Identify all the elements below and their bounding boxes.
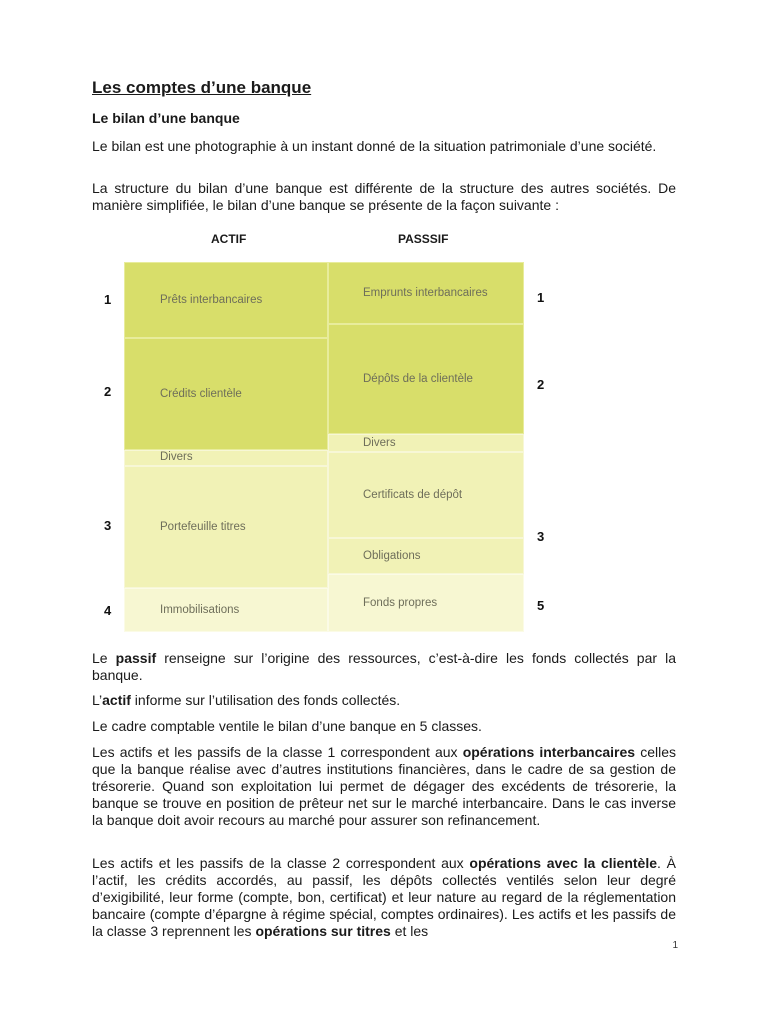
passif-label: Fonds propres	[363, 597, 438, 609]
paragraph-structure: La structure du bilan d’une banque est différente de la structure des autres sociétés. De manière simplifiée, le bilan d’une banque se présente de la façon suivante :	[92, 180, 676, 213]
passif-label: Certificats de dépôt	[363, 489, 463, 501]
passif-block-obligations	[328, 538, 524, 574]
text-run: L’	[92, 692, 103, 708]
paragraph-intro: Le bilan est une photographie à un instant donné de la situation patrimoniale d’une société.	[92, 138, 657, 154]
text-run-bold: actif	[102, 692, 131, 708]
section-title: Le bilan d’une banque	[92, 110, 240, 126]
actif-block-portefeuille-titres	[124, 466, 328, 588]
actif-header: ACTIF	[211, 232, 247, 246]
text-run: celles que la banque réalise avec d’autres institutions financières, dans le cadre de sa gestion de trésorerie. Quand son exploitation lui permet de dégager des excédents de trésorerie, la banque se trouve en position de prêteur net sur le marché interbancaire. Dans le cas inverse la banque doit avoir recours au marché pour assurer son refinancement.	[92, 744, 677, 828]
text-run: . À l’actif, les crédits accordés, au passif, les dépôts collectés ventilés selon leur degré d’exigibilité, leur forme (compte, bon, certificat) et leur nature au regard de la réglementation bancaire (compte d’épargne à régime spécial, comptes ordinaires). Les actifs et les passifs de la classe 3 reprennent les	[92, 855, 676, 939]
bank-balance-sheet-diagram	[90, 228, 570, 640]
text-run: renseigne sur l’origine des ressources, c’est-à-dire les fonds collectés par la banque.	[92, 650, 677, 683]
actif-label: Divers	[160, 451, 193, 463]
actif-class-number: 3	[104, 518, 112, 533]
passif-class-number: 5	[537, 598, 545, 613]
text-run: Le	[92, 650, 116, 666]
passif-label: Obligations	[363, 550, 421, 562]
actif-class-number: 1	[104, 292, 112, 307]
text-run: et les	[390, 923, 429, 939]
text-run: Les actifs et les passifs de la classe 2 correspondent aux	[92, 855, 470, 871]
passif-label: Emprunts interbancaires	[363, 287, 488, 299]
passif-class-number: 1	[537, 290, 545, 305]
passif-label: Dépôts de la clientèle	[363, 373, 473, 385]
actif-label: Portefeuille titres	[160, 521, 246, 533]
passif-block-divers	[328, 434, 524, 452]
actif-block-credits-clientele	[124, 338, 328, 450]
paragraph-actif	[92, 692, 676, 709]
text-run: Les actifs et les passifs de la classe 1 correspondent aux	[92, 744, 463, 760]
passif-block-emprunts-interbancaires	[328, 262, 524, 324]
text-run: informe sur l’utilisation des fonds collectés.	[130, 692, 401, 708]
actif-label: Prêts interbancaires	[160, 294, 263, 306]
paragraph-classe-2	[92, 855, 676, 940]
paragraph-passif	[92, 650, 676, 684]
actif-label: Immobilisations	[160, 604, 240, 616]
passif-block-depots-clientele	[328, 324, 524, 434]
paragraph-classes: Le cadre comptable ventile le bilan d’une banque en 5 classes.	[92, 718, 482, 734]
actif-block-immobilisations	[124, 588, 328, 632]
text-run-bold: opérations avec la clientèle	[469, 855, 658, 871]
passif-class-number: 2	[537, 377, 545, 392]
page-number: 1	[672, 940, 678, 951]
passif-label: Divers	[363, 437, 396, 449]
passif-header: PASSSIF	[398, 232, 449, 246]
text-run-bold: opérations interbancaires	[462, 744, 636, 760]
actif-block-prets-interbancaires	[124, 262, 328, 338]
actif-block-divers	[124, 450, 328, 466]
actif-class-number: 4	[104, 603, 112, 618]
paragraph-classe-1	[92, 744, 676, 829]
passif-class-number: 3	[537, 529, 545, 544]
text-run-bold: opérations sur titres	[255, 923, 391, 939]
passif-block-fonds-propres	[328, 574, 524, 632]
text-run-bold: passif	[115, 650, 157, 666]
actif-class-number: 2	[104, 384, 112, 399]
actif-label: Crédits clientèle	[160, 388, 242, 400]
passif-block-certificats-depot	[328, 452, 524, 538]
page-title: Les comptes d’une banque	[92, 78, 312, 97]
